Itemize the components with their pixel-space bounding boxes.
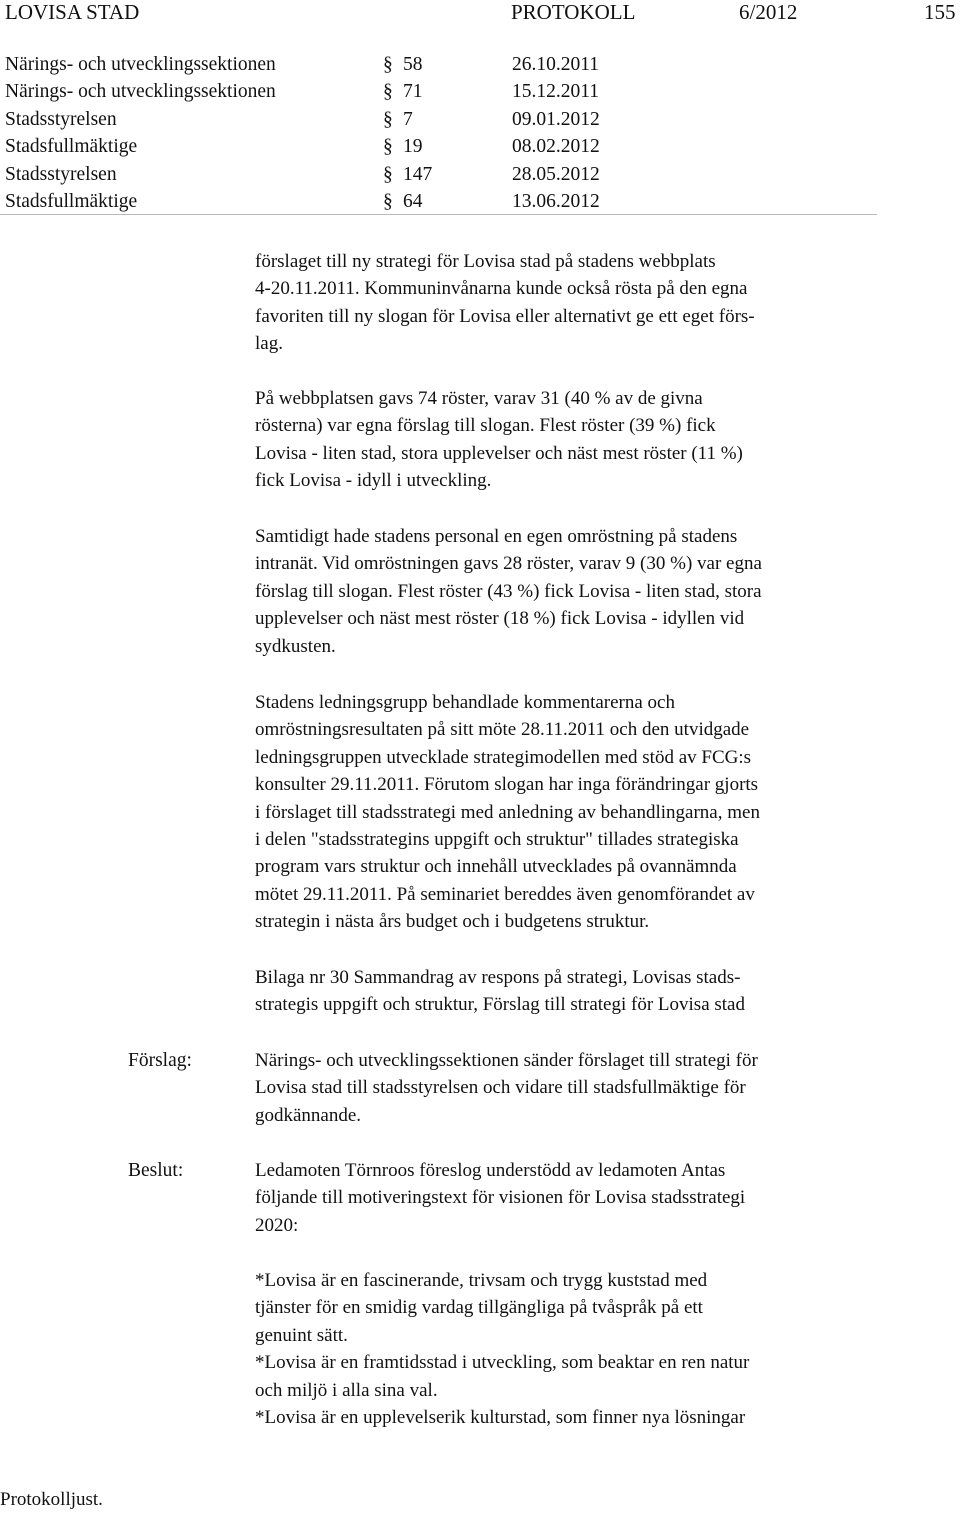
decision-text <box>255 1157 895 1239</box>
section-symbol: § <box>383 81 393 103</box>
text-line: *Lovisa är en upplevelserik kulturstad, som finner nya lösningar <box>255 1407 746 1429</box>
meeting-row <box>0 188 880 215</box>
text-line: intranät. Vid omröstningen gavs 28 röster, varav 9 (30 %) var egna <box>255 553 762 575</box>
document-type: PROTOKOLL <box>511 0 636 24</box>
decision-label: Beslut: <box>128 1160 184 1181</box>
proposal-text <box>255 1047 895 1129</box>
text-line: rösterna) var egna förslag till slogan. Flest röster (39 %) fick <box>255 415 716 437</box>
text-line: Samtidigt hade stadens personal en egen omröstning på stadens <box>255 526 738 547</box>
paragraph-lines <box>255 523 895 660</box>
meeting-row <box>0 106 880 133</box>
meeting-row <box>0 78 880 105</box>
paragraph-web-results <box>255 385 895 495</box>
text-line: sydkusten. <box>255 635 336 657</box>
section-symbol: § <box>383 136 393 158</box>
text-line: tjänster för en smidig vardag tillgängliga på tvåspråk på ett <box>255 1297 703 1319</box>
meeting-body: Närings- och utvecklingssektionen <box>5 81 276 103</box>
text-line: upplevelser och näst mest röster (18 %) fick Lovisa - idyllen vid <box>255 608 745 630</box>
text-line: följande till motiveringstext för visionen för Lovisa stadsstrategi <box>255 1187 746 1209</box>
motivation-lines <box>255 1267 895 1431</box>
text-line: strategin i nästa års budget och i budgetens struktur. <box>255 911 650 933</box>
paragraph-management-group <box>255 689 895 936</box>
paragraph-consultation <box>255 248 895 358</box>
paragraph-lines <box>255 385 895 495</box>
minutes-verification-label: Protokolljust. <box>0 1489 103 1510</box>
proposal-label: Förslag: <box>128 1050 192 1071</box>
proposal-lines <box>255 1047 895 1129</box>
section-symbol: § <box>383 163 393 185</box>
page-number: 155 <box>924 0 956 24</box>
text-line: *Lovisa är en fascinerande, trivsam och trygg kuststad med <box>255 1270 708 1291</box>
text-line: genuint sätt. <box>255 1324 348 1346</box>
meeting-date: 08.02.2012 <box>512 136 600 158</box>
text-line: godkännande. <box>255 1104 362 1126</box>
organization-name: LOVISA STAD <box>5 0 140 24</box>
text-line: *Lovisa är en framtidsstad i utveckling, som beaktar en ren natur <box>255 1352 750 1374</box>
text-line: i förslaget till stadsstrategi med anledning av behandlingarna, men <box>255 801 760 823</box>
text-line: lag. <box>255 333 283 355</box>
text-line: Lovisa - liten stad, stora upplevelser och näst mest röster (11 %) <box>255 442 743 464</box>
meeting-body: Stadsstyrelsen <box>5 163 117 185</box>
text-line: förslaget till ny strategi för Lovisa stad på stadens webbplats <box>255 251 716 272</box>
text-line: Lovisa stad till stadsstyrelsen och vidare till stadsfullmäktige för <box>255 1077 746 1099</box>
text-line: 4-20.11.2011. Kommuninvånarna kunde också rösta på den egna <box>255 278 748 300</box>
issue-number: 6/2012 <box>739 0 798 24</box>
text-line: Bilaga nr 30 Sammandrag av respons på strategi, Lovisas stads- <box>255 967 741 988</box>
section-symbol: § <box>383 108 393 130</box>
section-number: 58 <box>403 54 423 75</box>
decision-lines <box>255 1157 895 1239</box>
meeting-body: Stadsfullmäktige <box>5 190 138 212</box>
meeting-date: 26.10.2011 <box>512 54 600 75</box>
meeting-row <box>0 51 880 78</box>
meeting-date: 28.05.2012 <box>512 163 600 185</box>
meeting-date: 09.01.2012 <box>512 108 600 130</box>
section-number: 64 <box>403 190 423 212</box>
paragraph-lines <box>255 964 895 1019</box>
text-line: favoriten till ny slogan för Lovisa eller alternativt ge ett eget förs- <box>255 305 755 327</box>
section-number: 71 <box>403 81 423 103</box>
meeting-row <box>0 133 880 160</box>
paragraph-lines <box>255 248 895 358</box>
text-line: förslag till slogan. Flest röster (43 %) fick Lovisa - liten stad, stora <box>255 580 762 602</box>
text-line: Närings- och utvecklingssektionen sänder förslaget till strategi för <box>255 1050 758 1071</box>
text-line: konsulter 29.11.2011. Förutom slogan har inga förändringar gjorts <box>255 774 759 796</box>
text-line: program vars struktur och innehåll utvecklades på ovannämnda <box>255 856 737 878</box>
text-line: i delen "stadsstrategins uppgift och struktur" tillades strategiska <box>255 829 739 851</box>
text-line: och miljö i alla sina val. <box>255 1379 438 1401</box>
meeting-history-table <box>0 51 880 215</box>
motivation-text <box>255 1267 895 1431</box>
text-line: 2020: <box>255 1214 299 1236</box>
section-number: 19 <box>403 136 423 158</box>
text-line: Stadens ledningsgrupp behandlade kommentarerna och <box>255 692 675 713</box>
text-line: Ledamoten Törnroos föreslog understödd av ledamoten Antas <box>255 1160 726 1181</box>
paragraph-lines <box>255 689 895 936</box>
paragraph-appendix <box>255 964 895 1019</box>
text-line: ledningsgruppen utvecklade strategimodellen med stöd av FCG:s <box>255 746 752 768</box>
paragraph-intranet-results <box>255 523 895 660</box>
section-symbol: § <box>383 190 393 212</box>
text-line: mötet 29.11.2011. På seminariet bereddes även genomförandet av <box>255 883 755 905</box>
meeting-row <box>0 161 880 188</box>
meeting-body: Stadsfullmäktige <box>5 136 138 158</box>
meeting-body: Stadsstyrelsen <box>5 108 117 130</box>
section-number: 7 <box>403 108 413 130</box>
text-line: På webbplatsen gavs 74 röster, varav 31 (40 % av de givna <box>255 388 703 409</box>
text-line: fick Lovisa - idyll i utveckling. <box>255 470 492 492</box>
text-line: strategis uppgift och struktur, Förslag till strategi för Lovisa stad <box>255 994 745 1016</box>
section-number: 147 <box>403 163 433 185</box>
meeting-body: Närings- och utvecklingssektionen <box>5 54 276 75</box>
meeting-table-divider <box>0 214 877 215</box>
meeting-date: 15.12.2011 <box>512 81 600 103</box>
meeting-date: 13.06.2012 <box>512 190 600 212</box>
section-symbol: § <box>383 54 393 75</box>
text-line: omröstningsresultaten på sitt möte 28.11.2011 och den utvidgade <box>255 719 750 741</box>
